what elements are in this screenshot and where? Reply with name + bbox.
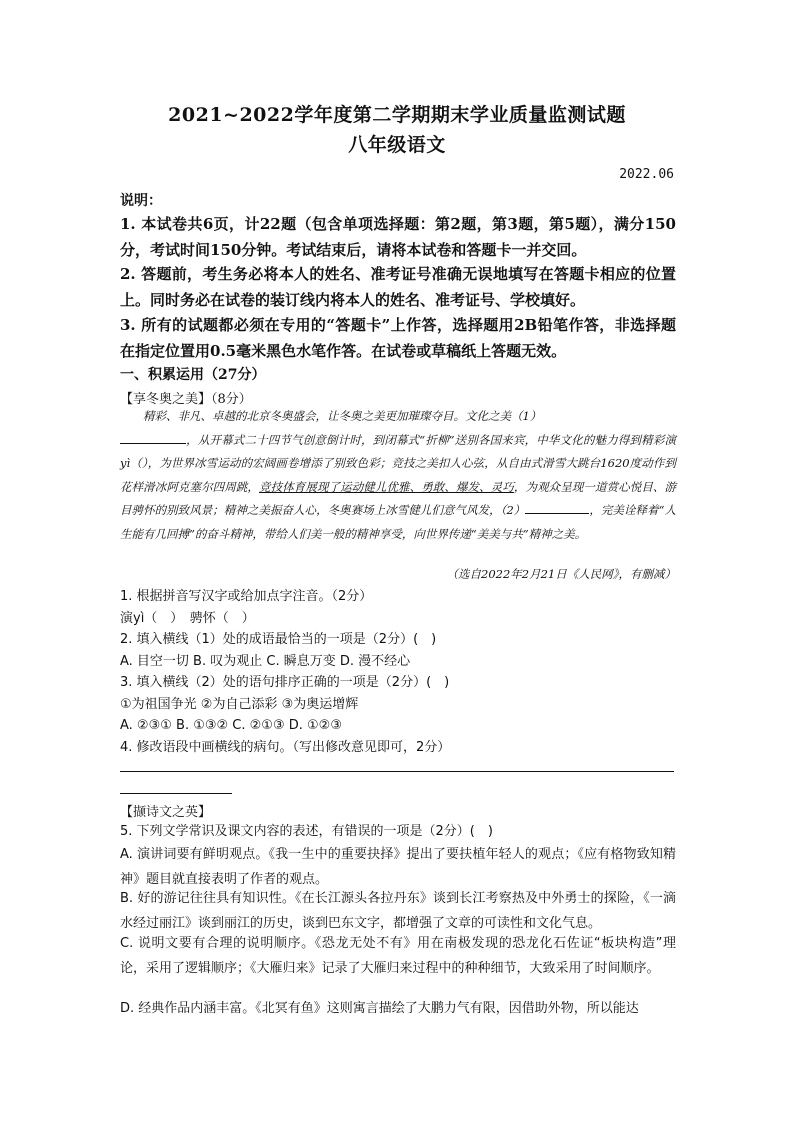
exam-date: 2022.06 bbox=[619, 167, 674, 182]
answer-line-short bbox=[120, 793, 232, 794]
passage-text-b: ，从开幕式二十四节气创意倒计时，到闭幕式“折柳”送别各国来宾，中华文化的魅力得到精彩演yì（），为世界冰雪运动的宏阔画卷增添了别致色彩；竞技之美扣人心弦，从自由式滑雪大跳台1620度动作到花样滑冰阿克塞尔四周跳， bbox=[120, 432, 676, 494]
instruction-item-3: 3. 所有的试题都必须在专用的“答题卡”上作答，选择题用2B铅笔作答，非选择题在指定位置用0.5毫米黑色水笔作答。在试卷或草稿纸上答题无效。 bbox=[120, 316, 676, 360]
reading-passage bbox=[120, 405, 676, 546]
part1-heading: 【享冬奥之美】（8分） bbox=[120, 392, 252, 407]
question-1-answers: 演yì（ ） 骋怀（ ） bbox=[120, 610, 255, 626]
exam-title: 2021~2022学年度第二学期期末学业质量监测试题 bbox=[168, 104, 626, 126]
question-3-options: A. ②③① B. ①③② C. ②①③ D. ①②③ bbox=[120, 718, 342, 733]
instructions-heading: 说明： bbox=[120, 193, 162, 209]
question-5: 5. 下列文学常识及课文内容的表述，有错误的一项是（2分）( ) bbox=[120, 824, 493, 839]
passage-text-a: 精彩、非凡、卓越的北京冬奥盛会，让冬奥之美更加璀璨夺目。文化之美（1） bbox=[143, 409, 542, 423]
section-heading: 一、积累运用（27分） bbox=[120, 367, 266, 383]
question-3: 3. 填入横线（2）处的语句排序正确的一项是（2分）( ) bbox=[120, 675, 450, 690]
question-5-option-a: A. 演讲词要有鲜明观点。《我一生中的重要抉择》提出了要扶植年轻人的观点；《应有格物致知精神》题目就直接表明了作者的观点。 bbox=[120, 847, 676, 887]
blank-2 bbox=[525, 501, 589, 514]
question-2: 2. 填入横线（1）处的成语最恰当的一项是（2分）( ) bbox=[120, 632, 437, 647]
answer-line-long bbox=[120, 771, 674, 772]
instruction-item-2: 2. 答题前，考生务必将本人的姓名、准考证号准确无误地填写在答题卡相应的位置上。同时务必在试卷的装订线内将本人的姓名、准考证号、学校填好。 bbox=[120, 265, 676, 309]
question-1: 1. 根据拼音写汉字或给加点字注音。（2分） bbox=[120, 589, 373, 604]
question-5-option-d: D. 经典作品内涵丰富。《北冥有鱼》这则寓言描绘了大鹏力气有限，因借助外物，所以能达 bbox=[120, 1001, 639, 1016]
question-4: 4. 修改语段中画横线的病句。（写出修改意见即可，2分） bbox=[120, 739, 451, 755]
passage-source: （选自2022年2月21日《人民网》，有删减） bbox=[446, 567, 676, 581]
question-3-phrases: ①为祖国争光 ②为自己添彩 ③为奥运增辉 bbox=[120, 696, 359, 712]
instruction-item-1: 1. 本试卷共6页，计22题（包含单项选择题：第2题，第3题，第5题），满分150分，考试时间150分钟。考试结束后，请将本试卷和答题卡一并交回。 bbox=[120, 215, 676, 259]
passage-text-c: ，为观众呈现一道赏心悦目、游目骋怀的别致风景；精神之美振奋人心，冬奥赛场上冰雪健儿们意气风发，（2） bbox=[120, 479, 677, 517]
part2-heading: 【撷诗文之英】 bbox=[120, 805, 212, 820]
blank-1 bbox=[120, 431, 186, 444]
question-5-option-b: B. 好的游记往往具有知识性。《在长江源头各拉丹东》谈到长江考察热及中外勇士的探险，《一滴水经过丽江》谈到丽江的历史，谈到巴东文字，都增强了文章的可读性和文化气息。 bbox=[120, 891, 676, 931]
question-5-option-c: C. 说明文要有合理的说明顺序。《恐龙无处不有》用在南极发现的恐龙化石佐证“板块构造”理论，采用了逻辑顺序；《大雁归来》记录了大雁归来过程中的种种细节，大致采用了时间顺序。 bbox=[120, 936, 676, 976]
passage-text-d: ，完美诠释着“人生能有几回搏”的奋斗精神，带给人们美一般的精神享受，向世界传递“美美与共”精神之美。 bbox=[120, 503, 676, 541]
exam-subtitle: 八年级语文 bbox=[348, 134, 446, 156]
underlined-sentence: 竞技体育展现了运动健儿优雅、勇敢、爆发、灵巧 bbox=[259, 479, 514, 494]
question-2-options: A. 目空一切 B. 叹为观止 C. 瞬息万变 D. 漫不经心 bbox=[120, 653, 411, 669]
part1-questions bbox=[120, 586, 676, 758]
